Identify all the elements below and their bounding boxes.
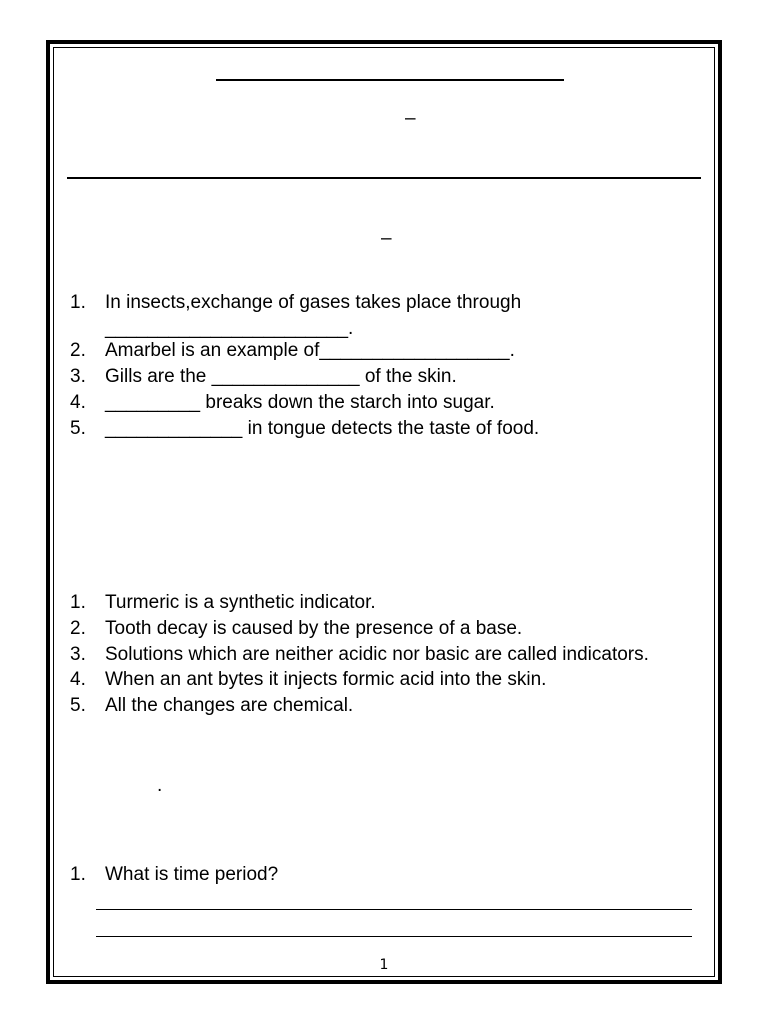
- item-number: 5.: [70, 695, 86, 716]
- section-a-dash: –: [381, 228, 392, 249]
- statement-text: When an ant bytes it injects formic acid into the skin.: [105, 669, 547, 690]
- list-item: [70, 338, 690, 364]
- answer-blank: _______________________.: [105, 318, 354, 339]
- list-item: [70, 390, 690, 416]
- item-number: 4.: [70, 669, 86, 690]
- question-text: Gills are the ______________ of the skin.: [105, 366, 457, 387]
- list-item: [70, 862, 670, 888]
- item-number: 2.: [70, 340, 86, 361]
- item-number: 4.: [70, 392, 86, 413]
- question-text: _____________ in tongue detects the taste of food.: [105, 418, 540, 439]
- fill-in-blanks-list: [70, 290, 690, 442]
- list-item: [70, 616, 670, 642]
- item-number: 2.: [70, 618, 86, 639]
- list-item: [70, 642, 670, 667]
- question-text: What is time period?: [105, 864, 279, 885]
- header-divider: [67, 177, 701, 179]
- list-item: [70, 290, 690, 342]
- list-item: [70, 364, 690, 390]
- item-number: 1.: [70, 592, 86, 613]
- statement-text: All the changes are chemical.: [105, 695, 354, 716]
- title-underline: [216, 79, 564, 81]
- question-text: _________ breaks down the starch into sugar.: [105, 392, 495, 413]
- statement-text: Turmeric is a synthetic indicator.: [105, 592, 376, 613]
- item-number: 3.: [70, 644, 86, 665]
- page-border-inner: [53, 47, 715, 977]
- header-dash: –: [405, 108, 416, 129]
- short-answer-list: [70, 862, 670, 888]
- page-number: 1: [379, 957, 389, 973]
- statement-text: Solutions which are neither acidic nor basic are called indicators.: [105, 644, 649, 665]
- stray-dot: .: [157, 775, 163, 796]
- list-item: [70, 667, 670, 693]
- item-number: 1.: [70, 864, 86, 885]
- question-text: Amarbel is an example of__________________.: [105, 340, 515, 361]
- item-number: 1.: [70, 292, 86, 313]
- list-item: [70, 693, 670, 719]
- answer-line: [96, 909, 692, 910]
- statement-text: Tooth decay is caused by the presence of a base.: [105, 618, 523, 639]
- list-item: [70, 416, 690, 442]
- true-false-list: [70, 590, 670, 719]
- question-text: In insects,exchange of gases takes place through: [105, 292, 522, 313]
- answer-line: [96, 936, 692, 937]
- item-number: 3.: [70, 366, 86, 387]
- item-number: 5.: [70, 418, 86, 439]
- list-item: [70, 590, 670, 616]
